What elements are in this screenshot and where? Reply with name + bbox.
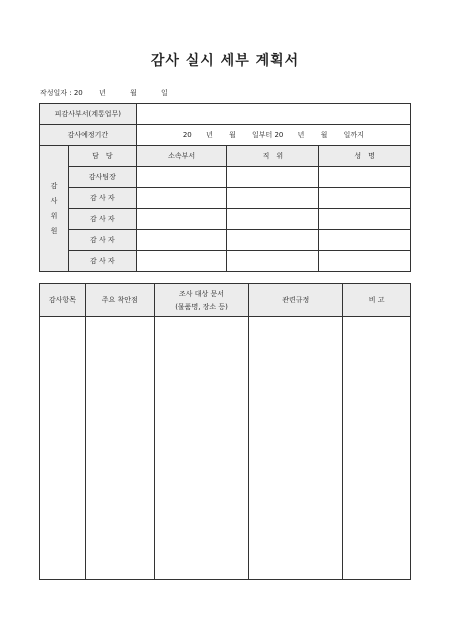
period-year-prefix: 20 bbox=[182, 131, 192, 139]
date-day-label: 일 bbox=[161, 89, 168, 97]
related-rules-cell[interactable] bbox=[249, 317, 343, 580]
dept-value-field[interactable] bbox=[136, 104, 410, 125]
member-name-field[interactable] bbox=[319, 251, 411, 272]
period-year-label: 년 bbox=[205, 131, 213, 139]
member-dept-field[interactable] bbox=[136, 230, 227, 251]
period-end-label: 일까지 bbox=[343, 131, 364, 139]
member-position-field[interactable] bbox=[227, 209, 319, 230]
remarks-cell[interactable] bbox=[343, 317, 411, 580]
member-dept-field[interactable] bbox=[136, 251, 227, 272]
group-char-3: 위 bbox=[50, 211, 58, 220]
group-char-2: 사 bbox=[50, 196, 58, 205]
member-name-field[interactable] bbox=[319, 230, 411, 251]
header-role: 담 당 bbox=[68, 146, 136, 167]
header-name: 성 명 bbox=[319, 146, 411, 167]
period-end-year-label: 년 bbox=[297, 131, 305, 139]
header-target-docs-line1: 조사 대상 문서 bbox=[179, 289, 225, 298]
audit-members-group-label bbox=[40, 146, 69, 272]
audit-info-table bbox=[39, 103, 411, 272]
period-value-field[interactable] bbox=[136, 125, 410, 146]
header-target-docs bbox=[154, 284, 249, 317]
date-line bbox=[40, 88, 168, 98]
group-char-1: 감 bbox=[50, 181, 58, 190]
member-role: 감 사 자 bbox=[68, 188, 136, 209]
header-audit-item: 감사항목 bbox=[40, 284, 86, 317]
audit-plan-table bbox=[39, 283, 411, 580]
date-label: 작성일자 : 20 bbox=[40, 89, 83, 97]
dept-label: 피감사부서(계통업무) bbox=[40, 104, 137, 125]
header-remarks: 비 고 bbox=[343, 284, 411, 317]
member-role: 감 사 자 bbox=[68, 230, 136, 251]
period-start-label: 일부터 20 bbox=[251, 131, 284, 139]
date-year-label: 년 bbox=[99, 89, 106, 97]
member-role: 감 사 자 bbox=[68, 251, 136, 272]
header-dept: 소속부서 bbox=[136, 146, 227, 167]
member-dept-field[interactable] bbox=[136, 188, 227, 209]
audit-item-cell[interactable] bbox=[40, 317, 86, 580]
member-role: 감 사 자 bbox=[68, 209, 136, 230]
member-position-field[interactable] bbox=[227, 251, 319, 272]
date-month-label: 월 bbox=[130, 89, 137, 97]
document-title: 감사 실시 세부 계획서 bbox=[150, 53, 300, 69]
member-dept-field[interactable] bbox=[136, 167, 227, 188]
member-name-field[interactable] bbox=[319, 167, 411, 188]
period-label: 감사예정기간 bbox=[40, 125, 137, 146]
header-position: 직 위 bbox=[227, 146, 319, 167]
target-docs-cell[interactable] bbox=[154, 317, 249, 580]
member-position-field[interactable] bbox=[227, 188, 319, 209]
header-related-rules: 관련규정 bbox=[249, 284, 343, 317]
member-role: 감사팀장 bbox=[68, 167, 136, 188]
header-target-docs-line2: (물품명, 장소 등) bbox=[175, 302, 228, 311]
member-position-field[interactable] bbox=[227, 230, 319, 251]
member-name-field[interactable] bbox=[319, 209, 411, 230]
member-name-field[interactable] bbox=[319, 188, 411, 209]
period-end-month-label: 월 bbox=[320, 131, 328, 139]
member-position-field[interactable] bbox=[227, 167, 319, 188]
group-char-4: 원 bbox=[50, 226, 58, 235]
period-month-label: 월 bbox=[228, 131, 236, 139]
header-key-focus: 주요 착안점 bbox=[85, 284, 154, 317]
member-dept-field[interactable] bbox=[136, 209, 227, 230]
key-focus-cell[interactable] bbox=[85, 317, 154, 580]
